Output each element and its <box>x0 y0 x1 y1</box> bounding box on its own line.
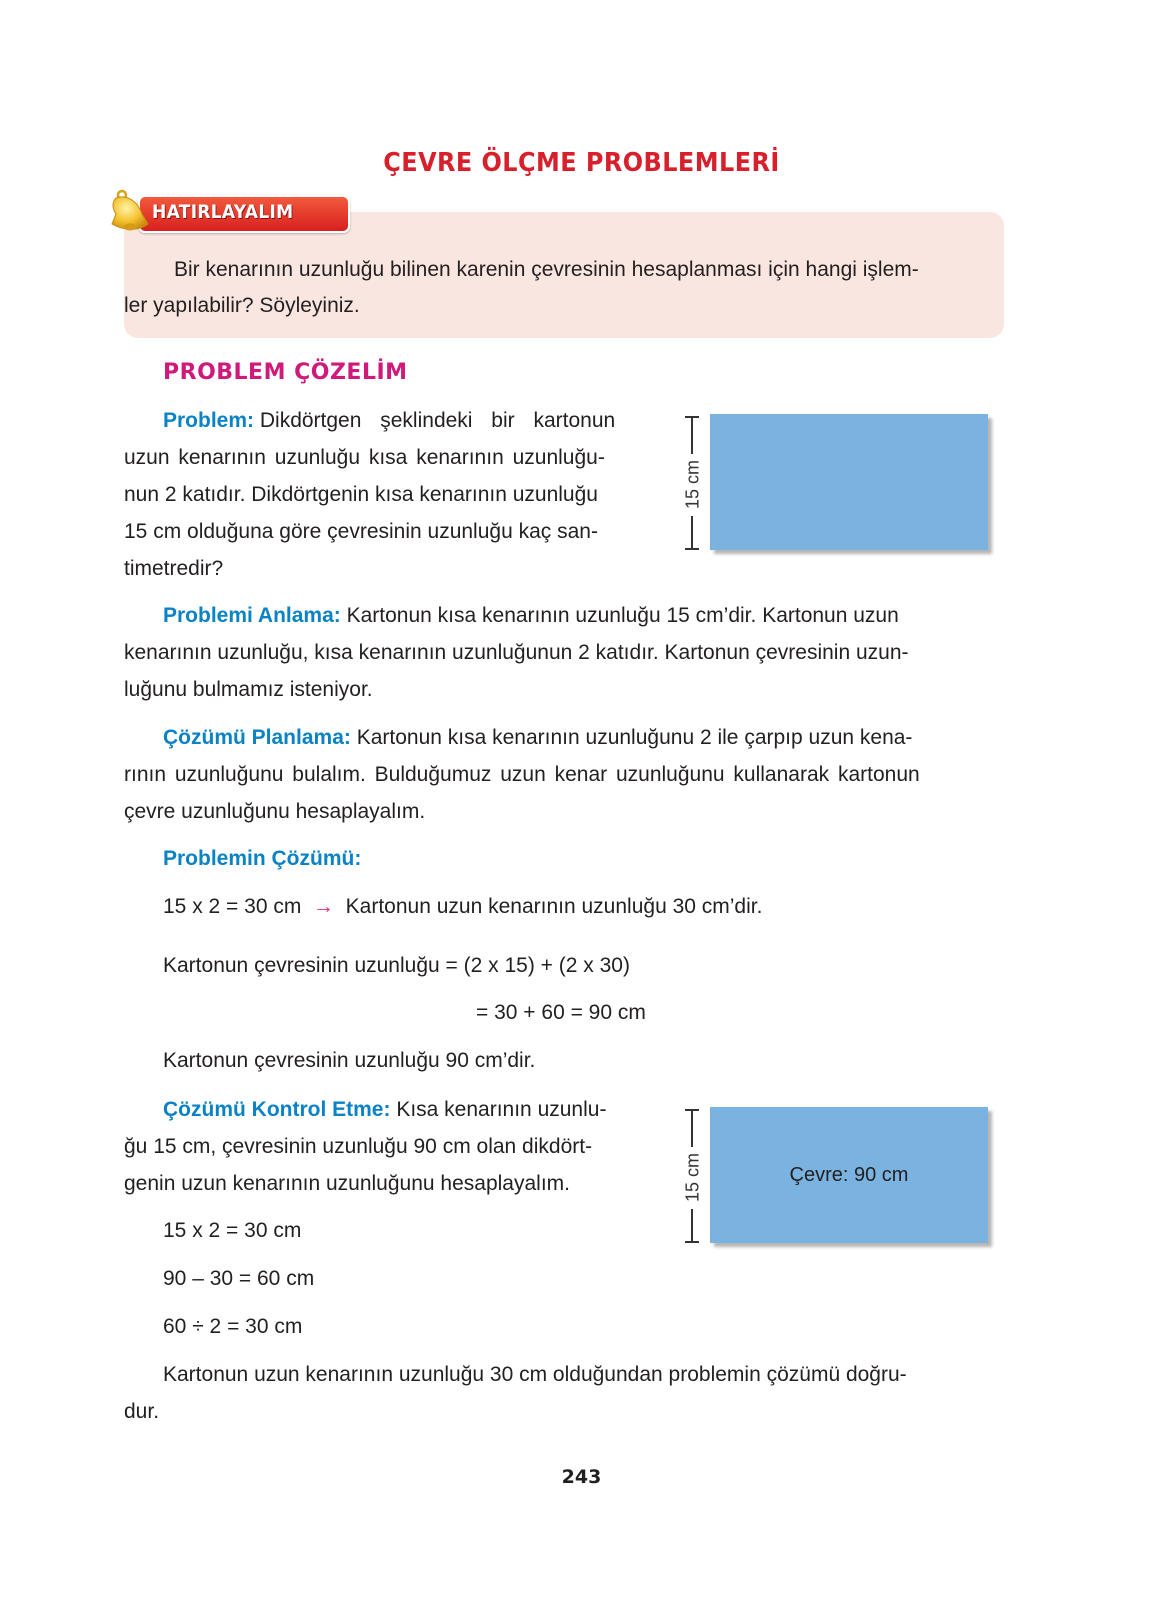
text-line: Dikdörtgen şeklindeki bir kartonun <box>259 409 616 432</box>
dimension-tick <box>685 1241 699 1243</box>
understanding-paragraph <box>124 597 1004 708</box>
text-line: Kartonun kısa kenarının uzunluğunu 2 ile çarpıp uzun kena- <box>356 726 913 749</box>
text-line: Kartonun uzun kenarının uzunluğu 30 cm olduğundan problemin çözümü doğru- <box>163 1363 907 1386</box>
text-line: dur. <box>124 1400 160 1423</box>
text-line: çevre uzunluğunu hesaplayalım. <box>124 800 426 823</box>
text-line: 15 cm olduğuna göre çevresinin uzunluğu kaç san- <box>124 520 598 543</box>
text-line: timetredir? <box>124 557 224 580</box>
equation: 15 x 2 = 30 cm <box>163 895 302 918</box>
dimension-label: 15 cm <box>682 459 703 510</box>
text-line: Kısa kenarının uzunlu- <box>396 1098 607 1121</box>
page-number: 243 <box>561 1466 602 1488</box>
arrow-right-icon: → <box>313 895 334 918</box>
check-label: Çözümü Kontrol Etme: <box>163 1098 391 1121</box>
check-equation-2: 90 – 30 = 60 cm <box>163 1267 315 1290</box>
solution-label: Problemin Çözümü: <box>163 847 362 870</box>
problem-paragraph <box>124 402 656 587</box>
cardboard-rectangle <box>710 414 988 550</box>
reminder-line: ler yapılabilir? Söyleyiniz. <box>124 294 360 317</box>
conclusion-paragraph <box>124 1356 1004 1430</box>
solution-step-3: = 30 + 60 = 90 cm <box>476 1001 646 1024</box>
cardboard-rectangle <box>710 1107 988 1243</box>
text-line: uzun kenarının uzunluğu kısa kenarının uzunluğu- <box>124 446 605 469</box>
section-heading: PROBLEM ÇÖZELİM <box>163 360 408 385</box>
bell-icon <box>108 188 152 234</box>
planning-paragraph <box>124 719 1004 830</box>
text-line: rının uzunluğunu bulalım. Bulduğumuz uzun kenar uzunluğunu kullanarak kartonun <box>124 763 920 786</box>
text-line: luğunu bulmamız isteniyor. <box>124 678 373 701</box>
solution-step-2: Kartonun çevresinin uzunluğu = (2 x 15) + (2 x 30) <box>163 954 630 977</box>
dimension-line <box>691 1109 693 1147</box>
dimension-line <box>691 416 693 454</box>
text-line: ğu 15 cm, çevresinin uzunluğu 90 cm olan dikdört- <box>124 1135 593 1158</box>
perimeter-label: Çevre: 90 cm <box>789 1163 909 1186</box>
dimension-line <box>691 516 693 548</box>
check-paragraph <box>124 1091 656 1202</box>
understanding-label: Problemi Anlama: <box>163 604 341 627</box>
rectangle-figure-1 <box>680 410 1000 560</box>
dimension-label: 15 cm <box>682 1152 703 1203</box>
reminder-line: Bir kenarının uzunluğu bilinen karenin çevresinin hesaplanması için hangi işlem- <box>174 258 919 281</box>
dimension-tick <box>685 548 699 550</box>
solution-step-1 <box>163 888 762 925</box>
text-line: Kartonun kısa kenarının uzunluğu 15 cm’dir. Kartonun uzun <box>346 604 899 627</box>
check-equation-1: 15 x 2 = 30 cm <box>163 1219 302 1242</box>
text-line: Kartonun uzun kenarının uzunluğu 30 cm’dir. <box>345 895 763 918</box>
badge-label: HATIRLAYALIM <box>152 201 294 223</box>
problem-label: Problem: <box>163 409 255 432</box>
reminder-text <box>124 252 1004 324</box>
check-equation-3: 60 ÷ 2 = 30 cm <box>163 1315 303 1338</box>
text-line: nun 2 katıdır. Dikdörtgenin kısa kenarının uzunluğu <box>124 483 598 506</box>
text-line: genin uzun kenarının uzunluğunu hesaplayalım. <box>124 1172 570 1195</box>
solution-result: Kartonun çevresinin uzunluğu 90 cm’dir. <box>163 1049 536 1072</box>
dimension-line <box>691 1209 693 1241</box>
text-line: kenarının uzunluğu, kısa kenarının uzunluğunun 2 katıdır. Kartonun çevresinin uzun- <box>124 641 909 664</box>
planning-label: Çözümü Planlama: <box>163 726 351 749</box>
rectangle-figure-2 <box>680 1103 1000 1253</box>
page-title: ÇEVRE ÖLÇME PROBLEMLERİ <box>383 148 780 178</box>
